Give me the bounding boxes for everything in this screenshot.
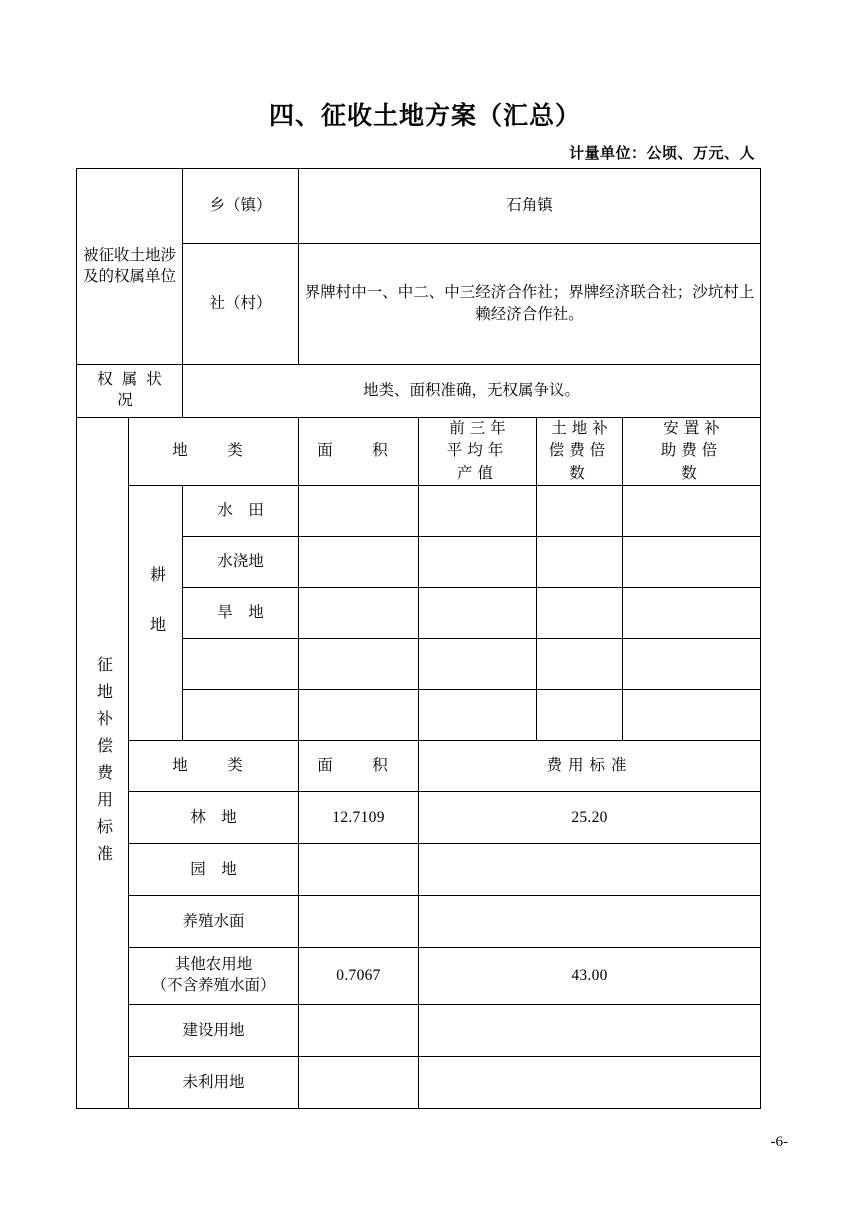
cultivated-row-name[interactable] — [183, 639, 299, 690]
table-row-other-agricultural-land — [77, 948, 761, 1005]
cultivated-row-area[interactable] — [299, 639, 419, 690]
village-label-cell: 社（村） — [183, 244, 299, 365]
other-row-name: 建设用地 — [129, 1005, 299, 1057]
page-title: 四、征收土地方案（汇总） — [268, 103, 581, 130]
village-value-cell[interactable]: 界牌村中一、中二、中三经济合作社；界牌经济联合社；沙坑村上赖经济合作社。 — [299, 244, 761, 365]
cultivated-row-output[interactable] — [419, 588, 537, 639]
cultivated-row-resettlement[interactable] — [623, 486, 761, 537]
other-row-area[interactable] — [299, 844, 419, 896]
table-header-row-upper — [77, 418, 761, 486]
other-row-area[interactable] — [299, 1005, 419, 1057]
cultivated-land-group-label-text: 耕地 — [147, 566, 165, 667]
table-row-construction-land — [77, 1005, 761, 1057]
compensation-section-label — [77, 418, 129, 1109]
cultivated-row-land-comp[interactable] — [537, 537, 623, 588]
cultivated-row-area[interactable] — [299, 588, 419, 639]
header-resettlement-multiple: 安置补助费倍数 — [623, 418, 761, 486]
header-land-type-upper: 地 类 — [129, 418, 299, 486]
cultivated-row-resettlement[interactable] — [623, 639, 761, 690]
header-area-lower: 面 积 — [299, 741, 419, 792]
header-land-type-lower: 地 类 — [129, 741, 299, 792]
other-row-fee-standard[interactable]: 43.00 — [419, 948, 761, 1005]
header-fee-standard: 费用标准 — [419, 741, 761, 792]
township-label-cell: 乡（镇） — [183, 169, 299, 244]
cultivated-row-name: 水浇地 — [183, 537, 299, 588]
cultivated-row-output[interactable] — [419, 690, 537, 741]
header-land-comp-multiple: 土地补偿费倍数 — [537, 418, 623, 486]
table-row-garden-land — [77, 844, 761, 896]
other-row-name: 未利用地 — [129, 1057, 299, 1109]
other-row-name: 其他农用地 （不含养殖水面） — [129, 948, 299, 1005]
cultivated-row-land-comp[interactable] — [537, 690, 623, 741]
other-row-fee-standard[interactable] — [419, 1057, 761, 1109]
cultivated-row-area[interactable] — [299, 486, 419, 537]
cultivated-row-name: 水 田 — [183, 486, 299, 537]
cultivated-row-name[interactable] — [183, 690, 299, 741]
cultivated-row-name: 旱 地 — [183, 588, 299, 639]
header-area-upper: 面 积 — [299, 418, 419, 486]
cultivated-row-output[interactable] — [419, 486, 537, 537]
other-row-name: 园 地 — [129, 844, 299, 896]
other-row-name: 养殖水面 — [129, 896, 299, 948]
cultivated-row-area[interactable] — [299, 690, 419, 741]
cultivated-row-land-comp[interactable] — [537, 588, 623, 639]
cultivated-row-resettlement[interactable] — [623, 537, 761, 588]
other-row-area[interactable]: 0.7067 — [299, 948, 419, 1005]
other-row-fee-standard[interactable] — [419, 844, 761, 896]
ownership-status-label: 权属状况 — [77, 365, 183, 418]
table-row-forest-land — [77, 792, 761, 844]
measurement-unit-note: 计量单位：公顷、万元、人 — [568, 146, 755, 162]
cultivated-row-land-comp[interactable] — [537, 639, 623, 690]
other-row-fee-standard[interactable]: 25.20 — [419, 792, 761, 844]
cultivated-row-output[interactable] — [419, 537, 537, 588]
table-row-ownership-status — [77, 365, 761, 418]
table-row-unused-land — [77, 1057, 761, 1109]
table-row-cultivated-paddy — [77, 486, 761, 537]
cultivated-row-resettlement[interactable] — [623, 690, 761, 741]
land-acquisition-table — [76, 168, 761, 1109]
table-row-township — [77, 169, 761, 244]
cultivated-row-output[interactable] — [419, 639, 537, 690]
cultivated-row-resettlement[interactable] — [623, 588, 761, 639]
other-row-area[interactable] — [299, 1057, 419, 1109]
township-value-cell[interactable]: 石角镇 — [299, 169, 761, 244]
ownership-status-value[interactable]: 地类、面积准确，无权属争议。 — [183, 365, 761, 418]
cultivated-row-area[interactable] — [299, 537, 419, 588]
header-avg-annual-output: 前三年平均年产值 — [419, 418, 537, 486]
table-row-aquaculture-water — [77, 896, 761, 948]
other-row-name: 林 地 — [129, 792, 299, 844]
other-row-area[interactable]: 12.7109 — [299, 792, 419, 844]
cultivated-land-group-label — [129, 486, 183, 741]
other-row-area[interactable] — [299, 896, 419, 948]
cultivated-row-land-comp[interactable] — [537, 486, 623, 537]
compensation-section-label-text: 征地补偿费用标准 — [94, 656, 112, 873]
page-number: -6- — [770, 1134, 788, 1150]
other-row-fee-standard[interactable] — [419, 896, 761, 948]
other-row-fee-standard[interactable] — [419, 1005, 761, 1057]
table-header-row-lower — [77, 741, 761, 792]
ownership-units-row-label: 被征收土地涉及的权属单位 — [77, 169, 183, 365]
